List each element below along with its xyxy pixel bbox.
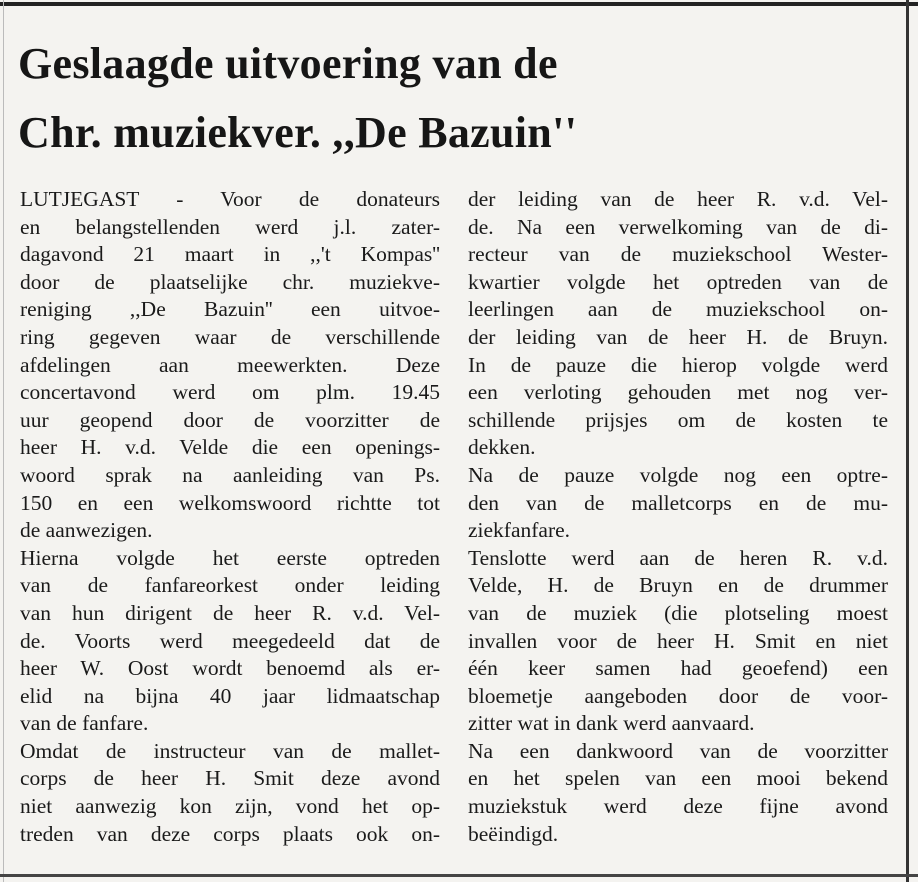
- article-column-left: [20, 186, 440, 848]
- article-line: Omdat de instructeur van de mallet-: [20, 738, 440, 763]
- article-line: Tenslotte werd aan de heren R. v.d.: [468, 545, 888, 570]
- article-column-right: [468, 186, 888, 848]
- article-line: 150 en een welkomswoord richtte tot: [20, 490, 440, 515]
- article-line: heer W. Oost wordt benoemd als er-: [20, 656, 440, 681]
- article-line: treden van deze corps plaats ook on-: [20, 821, 440, 846]
- article-line: der leiding van de heer H. de Bruyn.: [468, 324, 888, 349]
- article-line: concertavond werd om plm. 19.45: [20, 380, 440, 405]
- article-line: en het spelen van een mooi bekend: [468, 766, 888, 791]
- article-line: ziekfanfare.: [468, 518, 571, 543]
- article-line: bloemetje aangeboden door de voor-: [468, 683, 888, 708]
- clipping-border-top: [0, 2, 918, 6]
- article-line: recteur van de muziekschool Wester-: [468, 242, 888, 267]
- article-line: reniging ,,De Bazuin'' een uitvoe-: [20, 297, 440, 322]
- article-line: In de pauze die hierop volgde werd: [468, 352, 888, 377]
- article-line: corps de heer H. Smit deze avond: [20, 766, 440, 791]
- article-line: Hierna volgde het eerste optreden: [20, 545, 440, 570]
- article-line: den van de malletcorps en de mu-: [468, 490, 888, 515]
- article-line: en belangstellenden werd j.l. zater-: [20, 214, 440, 239]
- article-line: Velde, H. de Bruyn en de drummer: [468, 573, 888, 598]
- article-line: één keer samen had geoefend) een: [468, 656, 888, 681]
- headline-line-2: Chr. muziekver. ,,De Bazuin'': [18, 108, 578, 157]
- article-line: de. Na een verwelkoming van de di-: [468, 214, 888, 239]
- clipping-border-bottom: [0, 874, 918, 877]
- article-line: zitter wat in dank werd aanvaard.: [468, 711, 755, 736]
- article-line: door de plaatselijke chr. muziekve-: [20, 269, 440, 294]
- article-line: LUTJEGAST - Voor de donateurs: [20, 187, 440, 211]
- article-line: van de muziek (die plotseling moest: [468, 600, 888, 625]
- headline-line-1: Geslaagde uitvoering van de: [18, 39, 558, 88]
- article-line: dagavond 21 maart in ,,'t Kompas'': [20, 242, 440, 267]
- article-line: elid na bijna 40 jaar lidmaatschap: [20, 683, 440, 708]
- article-line: der leiding van de heer R. v.d. Vel-: [468, 187, 888, 211]
- article-line: uur geopend door de voorzitter de: [20, 407, 440, 432]
- article-line: Na de pauze volgde nog een optre-: [468, 462, 888, 487]
- article-line: kwartier volgde het optreden van de: [468, 269, 888, 294]
- article-line: heer H. v.d. Velde die een openings-: [20, 435, 440, 460]
- article-line: dekken.: [468, 435, 536, 460]
- article-line: van de fanfareorkest onder leiding: [20, 573, 440, 598]
- article-line: een verloting gehouden met nog ver-: [468, 380, 888, 405]
- article-line: de. Voorts werd meegedeeld dat de: [20, 628, 440, 653]
- article-line: van hun dirigent de heer R. v.d. Vel-: [20, 600, 440, 625]
- article-line: de aanwezigen.: [20, 518, 153, 543]
- article-line: woord sprak na aanleiding van Ps.: [20, 462, 440, 487]
- article-line: leerlingen aan de muziekschool on-: [468, 297, 888, 322]
- clipping-border-left: [3, 0, 4, 882]
- article-line: schillende prijsjes om de kosten te: [468, 407, 888, 432]
- article-line: beëindigd.: [468, 821, 559, 846]
- article-line: muziekstuk werd deze fijne avond: [468, 794, 888, 819]
- article-line: Na een dankwoord van de voorzitter: [468, 738, 888, 763]
- article-line: invallen voor de heer H. Smit en niet: [468, 628, 888, 653]
- article-line: niet aanwezig kon zijn, vond het op-: [20, 794, 440, 819]
- article-line: van de fanfare.: [20, 711, 149, 736]
- article-line: afdelingen aan meewerkten. Deze: [20, 352, 440, 377]
- clipping-border-right: [906, 0, 909, 882]
- article-line: ring gegeven waar de verschillende: [20, 324, 440, 349]
